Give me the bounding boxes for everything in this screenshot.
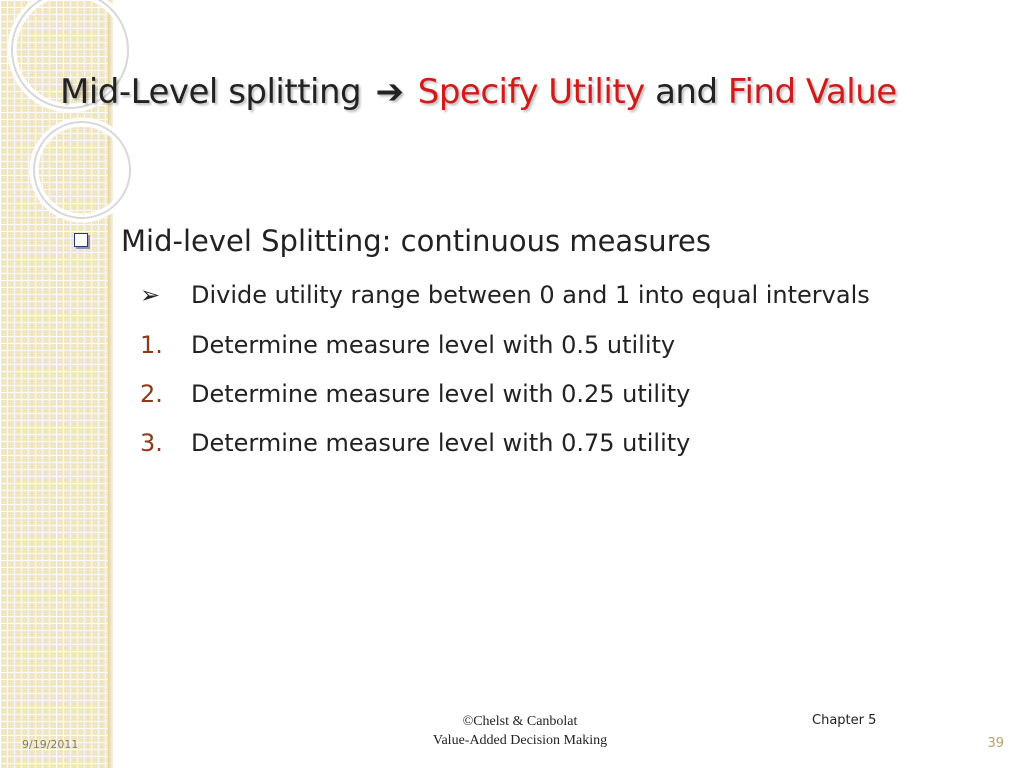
footer-date: 9/19/2011	[22, 738, 79, 751]
list-number: 2.	[140, 380, 163, 408]
footer-chapter: Chapter 5	[812, 713, 877, 728]
slide-title	[60, 62, 1010, 122]
bullet-level1-text: Mid-level Splitting: continuous measures	[121, 224, 711, 258]
title-part-specify-utility: Specify Utility	[417, 72, 645, 112]
list-item-text: Determine measure level with 0.25 utility	[191, 380, 691, 408]
footer-book-title: Value-Added Decision Making	[432, 733, 608, 748]
list-number: 1.	[140, 331, 163, 359]
title-part-and: and	[655, 72, 718, 112]
list-number: 3.	[140, 429, 163, 457]
list-item-text: Divide utility range between 0 and 1 into equal intervals	[191, 281, 870, 309]
arrow-bullet-icon: ➢	[140, 281, 161, 309]
right-arrow-icon: ➔	[375, 72, 404, 112]
footer-credit	[370, 712, 670, 750]
list-item-text: Determine measure level with 0.5 utility	[191, 331, 676, 359]
page-number: 39	[987, 736, 1004, 751]
square-bullet-icon	[74, 233, 88, 247]
title-part-mid-level: Mid-Level splitting	[60, 72, 362, 112]
footer-copyright: ©Chelst & Canbolat	[462, 714, 578, 729]
title-part-find-value: Find Value	[727, 72, 897, 112]
list-item-text: Determine measure level with 0.75 utility	[191, 429, 691, 457]
